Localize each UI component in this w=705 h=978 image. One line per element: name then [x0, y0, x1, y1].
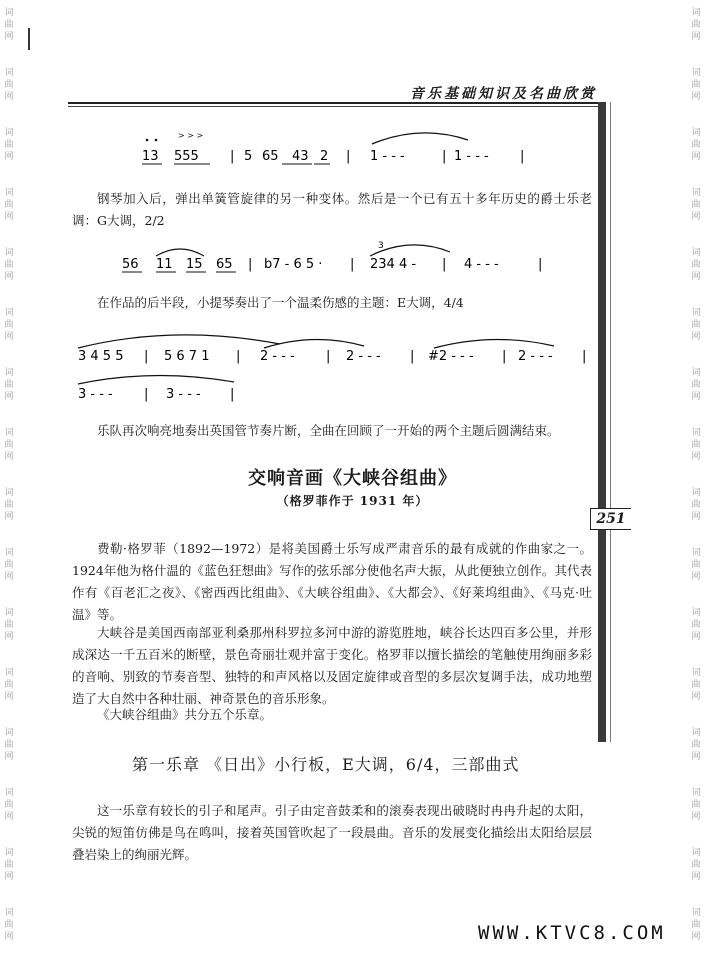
watermark-char: 曲 — [4, 860, 14, 870]
watermark-char: 网 — [691, 32, 701, 42]
notation-token: 4 - - - — [464, 257, 499, 272]
watermark-char: 网 — [4, 632, 14, 642]
watermark-char: 词 — [4, 368, 14, 378]
notation-token: 3 4 5 5 — [78, 349, 124, 364]
barline: | — [230, 149, 235, 164]
barline: | — [582, 349, 587, 364]
notation-line-3 — [74, 326, 594, 368]
header-rule — [68, 106, 600, 107]
watermark-char: 网 — [691, 692, 701, 702]
notation-token: 3 - - - — [78, 387, 113, 402]
watermark-char: 网 — [691, 632, 701, 642]
watermark-char: 网 — [4, 332, 14, 342]
watermark-char: 网 — [4, 872, 14, 882]
accent-mark: > > > — [178, 131, 204, 140]
watermark-char: 网 — [4, 152, 14, 162]
watermark-char: 词 — [4, 188, 14, 198]
notation-token: 234 4 - — [370, 257, 417, 272]
notation-token: 5 6 7 1 — [164, 349, 210, 364]
watermark-char: 网 — [691, 272, 701, 282]
watermark-char: 网 — [4, 572, 14, 582]
barline: | — [230, 387, 235, 402]
watermark-char: 词 — [4, 308, 14, 318]
watermark-char: 网 — [4, 932, 14, 942]
watermark-char: 网 — [4, 512, 14, 522]
barline: | — [442, 257, 447, 272]
watermark-char: 曲 — [691, 20, 701, 30]
watermark-char: 词 — [691, 8, 701, 18]
notation-token: #2 - - - — [428, 349, 474, 364]
watermark-char: 曲 — [691, 740, 701, 750]
watermark-char: 曲 — [4, 80, 14, 90]
notation-token: b7 - 6 5 · — [264, 257, 323, 272]
watermark-char: 曲 — [691, 320, 701, 330]
notation-token: 65 — [216, 257, 233, 272]
watermark-char: 网 — [691, 512, 701, 522]
notation-token: 11 — [156, 257, 173, 272]
watermark-char: 词 — [691, 488, 701, 498]
barline: | — [520, 149, 525, 164]
watermark-char: 网 — [4, 212, 14, 222]
watermark-char: 网 — [691, 812, 701, 822]
watermark-char: 曲 — [691, 440, 701, 450]
header-rule — [68, 102, 600, 104]
paragraph: 大峡谷是美国西南部亚利桑那州科罗拉多河中游的游览胜地，峡谷长达四百多公里，并形成深达一千五百米的断壁，景色奇丽壮观并富于变化。格罗菲以擅长描绘的笔触使用绚丽多彩的音响、别致的节奏音型、独特的和声风格以及固定旋律或音型的多层次复调手法，成功地塑造了大自然中各种壮丽、神奇景色的音乐形象。 — [72, 625, 592, 706]
paragraph: 在作品的后半段，小提琴奏出了一个温柔伤感的主题：E大调，4/4 — [97, 295, 464, 310]
watermark-char: 网 — [691, 152, 701, 162]
watermark-char: 词 — [4, 788, 14, 798]
section-title: 交响音画《大峡谷组曲》 — [248, 468, 457, 489]
notation-token: 2 - - - — [518, 349, 553, 364]
watermark-char: 网 — [691, 332, 701, 342]
watermark-char: 网 — [691, 872, 701, 882]
watermark-char: 词 — [691, 908, 701, 918]
watermark-char: 曲 — [691, 620, 701, 630]
barline: | — [502, 349, 507, 364]
watermark-char: 曲 — [4, 680, 14, 690]
barline: | — [346, 149, 351, 164]
notation-token: 15 — [186, 257, 203, 272]
section-subtitle: （格罗菲作于 1931 年） — [276, 494, 429, 508]
watermark-char: 词 — [691, 668, 701, 678]
watermark-char: 词 — [4, 728, 14, 738]
watermark-char: 曲 — [691, 560, 701, 570]
watermark-char: 网 — [4, 812, 14, 822]
watermark-char: 曲 — [4, 200, 14, 210]
watermark-char: 词 — [4, 428, 14, 438]
notation-token: 3 - - - — [166, 387, 201, 402]
watermark-char: 词 — [691, 548, 701, 558]
watermark-char: 曲 — [4, 320, 14, 330]
watermark-char: 网 — [691, 452, 701, 462]
watermark-char: 词 — [691, 68, 701, 78]
watermark-char: 曲 — [691, 860, 701, 870]
margin-bar — [598, 102, 606, 742]
notation-token: 56 — [122, 257, 139, 272]
notation-line-2 — [120, 234, 560, 278]
barline: | — [350, 257, 355, 272]
notation-token: 43 — [292, 149, 309, 164]
watermark-char: 曲 — [4, 500, 14, 510]
watermark-char: 曲 — [691, 200, 701, 210]
watermark-char: 曲 — [4, 920, 14, 930]
paragraph: 这一乐章有较长的引子和尾声。引子由定音鼓柔和的滚奏表现出破晓时冉冉升起的太阳，尖锐的短笛仿佛是鸟在鸣叫，接着英国管吹起了一段晨曲。音乐的发展变化描绘出太阳给层层叠岩染上的绚丽光辉。 — [72, 803, 592, 862]
barline: | — [326, 349, 331, 364]
watermark-char: 曲 — [4, 440, 14, 450]
movement-heading: 第一乐章 《日出》小行板，E大调，6/4，三部曲式 — [132, 755, 520, 774]
watermark-char: 词 — [691, 728, 701, 738]
barline: | — [248, 257, 253, 272]
watermark-char: 曲 — [691, 920, 701, 930]
watermark-char: 网 — [4, 392, 14, 402]
watermark-char: 曲 — [691, 800, 701, 810]
watermark-char: 词 — [691, 308, 701, 318]
watermark-char: 网 — [691, 932, 701, 942]
watermark-char: 曲 — [4, 740, 14, 750]
watermark-char: 曲 — [4, 20, 14, 30]
triplet-mark: 3 — [378, 241, 384, 251]
notation-token: 555 — [174, 149, 199, 164]
watermark-char: 曲 — [691, 680, 701, 690]
watermark-char: 网 — [4, 272, 14, 282]
watermark-char: 网 — [4, 92, 14, 102]
notation-line-1 — [140, 128, 540, 172]
notation-token: 5 — [244, 149, 253, 164]
watermark-char: 网 — [691, 572, 701, 582]
watermark-char: 网 — [4, 452, 14, 462]
watermark-char: 曲 — [691, 260, 701, 270]
page-number: 251 — [590, 508, 631, 530]
barline: | — [410, 349, 415, 364]
watermark-char: 词 — [691, 608, 701, 618]
watermark-char: 词 — [4, 68, 14, 78]
barline: | — [144, 349, 149, 364]
watermark-char: 曲 — [4, 140, 14, 150]
barline: | — [236, 349, 241, 364]
watermark-char: 词 — [4, 8, 14, 18]
watermark-char: 曲 — [4, 620, 14, 630]
watermark-char: 曲 — [4, 260, 14, 270]
watermark-char: 网 — [691, 212, 701, 222]
margin-bar-line — [610, 102, 611, 742]
watermark-char: 曲 — [691, 500, 701, 510]
paragraph: 《大峡谷组曲》共分五个乐章。 — [97, 707, 273, 722]
watermark-char: 网 — [691, 92, 701, 102]
notation-token: 2 - - - — [260, 349, 295, 364]
paragraph: 钢琴加入后，弹出单簧管旋律的另一种变体。然后是一个已有五十多年历史的爵士乐老调：G大调，2/2 — [72, 191, 592, 228]
notation-token: 2 - - - — [346, 349, 381, 364]
watermark-char: 曲 — [691, 80, 701, 90]
watermark-char: 网 — [691, 752, 701, 762]
notation-token: 1 - - - — [370, 149, 405, 164]
watermark-char: 词 — [691, 788, 701, 798]
watermark-char: 曲 — [691, 140, 701, 150]
watermark-char: 曲 — [691, 380, 701, 390]
notation-line-4 — [74, 370, 294, 404]
site-watermark-url: WWW.KTVC8.COM — [478, 922, 666, 944]
notation-token: 2 — [320, 149, 329, 164]
watermark-char: 词 — [691, 428, 701, 438]
watermark-char: 词 — [4, 128, 14, 138]
watermark-char: 词 — [4, 848, 14, 858]
watermark-char: 词 — [691, 248, 701, 258]
barline: | — [144, 387, 149, 402]
notation-token: 13 — [142, 149, 159, 164]
watermark-char: 词 — [4, 548, 14, 558]
watermark-char: 词 — [4, 488, 14, 498]
paragraph: 费勒·格罗菲（1892—1972）是将美国爵士乐写成严肃音乐的最有成就的作曲家之一。1924年他为格什温的《蓝色狂想曲》写作的弦乐部分使他名声大振，从此便独立创作。其代表作有《百老汇之夜》、《密西西比组曲》、《大峡谷组曲》、《大都会》、《好莱坞组曲》、《马克·吐温》等。 — [72, 541, 592, 622]
watermark-char: 曲 — [4, 380, 14, 390]
paragraph: 乐队再次响亮地奏出英国管节奏片断，全曲在回顾了一开始的两个主题后圆满结束。 — [97, 423, 560, 438]
watermark-char: 词 — [691, 368, 701, 378]
notation-token: 65 — [262, 149, 279, 164]
watermark-char: 词 — [691, 848, 701, 858]
watermark-char: 曲 — [4, 800, 14, 810]
watermark-char: 网 — [4, 752, 14, 762]
watermark-char: 网 — [4, 32, 14, 42]
binding-mark — [28, 28, 30, 50]
watermark-char: 词 — [4, 608, 14, 618]
watermark-char: 词 — [691, 128, 701, 138]
watermark-char: 曲 — [4, 560, 14, 570]
watermark-char: 网 — [4, 692, 14, 702]
running-header: 音乐基础知识及名曲欣赏 — [410, 86, 597, 102]
watermark-char: 网 — [691, 392, 701, 402]
watermark-char: 词 — [4, 248, 14, 258]
notation-token: 1 - - - — [454, 149, 489, 164]
watermark-char: 词 — [4, 908, 14, 918]
barline: | — [538, 257, 543, 272]
watermark-char: 词 — [4, 668, 14, 678]
watermark-char: 词 — [691, 188, 701, 198]
barline: | — [442, 149, 447, 164]
